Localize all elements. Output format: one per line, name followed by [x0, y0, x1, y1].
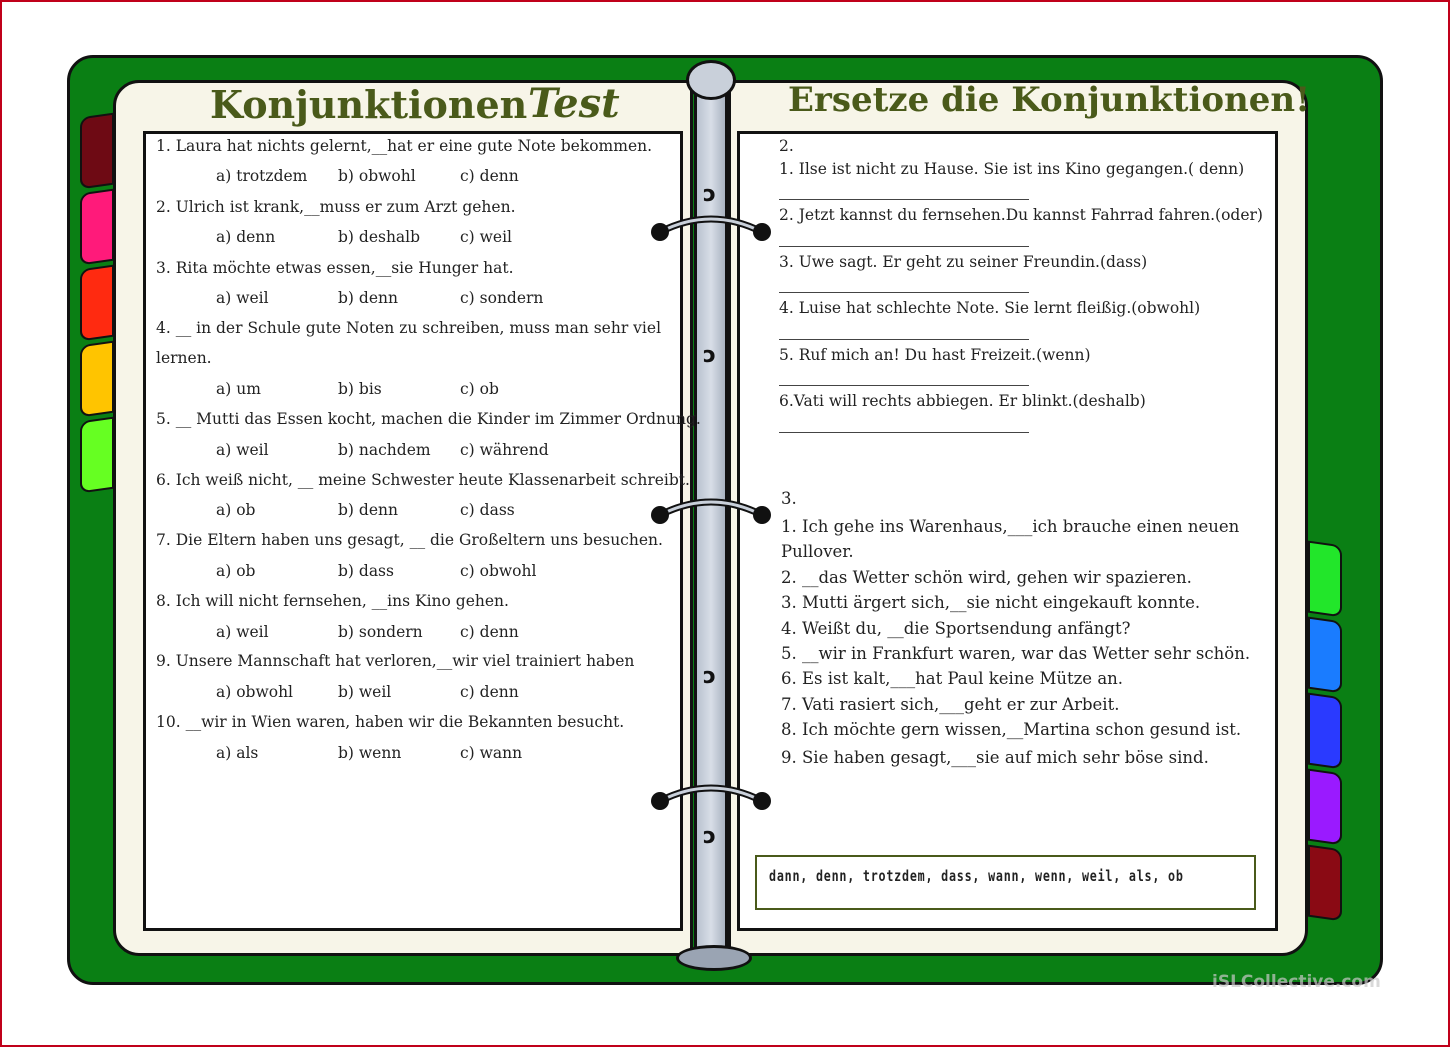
word-bank-text: dann, denn, trotzdem, dass, wann, wenn, weil, als, ob [769, 867, 1184, 885]
spine-hook-icon: ɔ [703, 664, 717, 689]
binder-ring-icon [650, 497, 772, 527]
question-text: 2. Ulrich ist krank,__muss er zum Arzt gehen. [156, 198, 516, 216]
answer-option: a) ob [216, 501, 256, 519]
question-text: 9. Unsere Mannschaft hat verloren,__wir viel trainiert haben [156, 652, 635, 670]
question-text: 10. __wir in Wien waren, haben wir die Bekannten besucht. [156, 713, 625, 731]
question-text: 1. Laura hat nichts gelernt,__hat er eine gute Note bekommen. [156, 137, 653, 155]
answer-option: c) weil [460, 228, 513, 246]
exercise-sentence: 9. Sie haben gesagt,___sie auf mich sehr böse sind. [781, 748, 1209, 767]
question-text: 5. __ Mutti das Essen kocht, machen die Kinder im Zimmer Ordnung. [156, 410, 701, 428]
answer-option: b) deshalb [338, 228, 421, 246]
exercise-sentence: 4. Luise hat schlechte Note. Sie lernt fleißig.(obwohl) [779, 299, 1201, 317]
section-number: 3. [781, 489, 797, 508]
watermark-logo: iSLCollective.com [1212, 972, 1381, 992]
answer-option: a) trotzdem [216, 167, 308, 185]
exercise-sentence: 5. Ruf mich an! Du hast Freizeit.(wenn) [779, 346, 1091, 364]
question-text: 4. __ in der Schule gute Noten zu schreiben, muss man sehr viel [156, 319, 662, 337]
binder-tab-yellow[interactable] [80, 341, 114, 418]
binder-tab-indigo[interactable] [1308, 693, 1342, 770]
answer-option: a) obwohl [216, 683, 294, 701]
answer-option: a) als [216, 744, 259, 762]
binder-tab-green[interactable] [1308, 541, 1342, 618]
exercise-sentence: 8. Ich möchte gern wissen,__Martina schon gesund ist. [781, 720, 1242, 739]
spine-hook-icon: ɔ [703, 182, 717, 207]
answer-line[interactable] [779, 199, 1029, 200]
exercise-sentence: Pullover. [781, 542, 854, 561]
spine-hook-icon: ɔ [703, 343, 717, 368]
question-text: 6. Ich weiß nicht, __ meine Schwester heute Klassenarbeit schreibt. [156, 471, 690, 489]
answer-option: c) denn [460, 623, 519, 641]
answer-option: a) denn [216, 228, 276, 246]
answer-line[interactable] [779, 292, 1029, 293]
section-number: 2. [779, 137, 794, 155]
answer-option: b) nachdem [338, 441, 431, 459]
question-text-continued: lernen. [156, 349, 212, 367]
left-page-subtitle: Test [528, 80, 620, 127]
binder-ring-icon [650, 783, 772, 813]
binder-tab-pink[interactable] [80, 189, 114, 266]
binder-tab-purple[interactable] [1308, 769, 1342, 846]
answer-option: c) ob [460, 380, 499, 398]
question-text: 8. Ich will nicht fernsehen, __ins Kino gehen. [156, 592, 509, 610]
answer-option: c) wann [460, 744, 523, 762]
spine-hook-icon: ɔ [703, 824, 717, 849]
answer-option: b) wenn [338, 744, 402, 762]
exercise-sentence: 3. Mutti ärgert sich,__sie nicht eingekauft konnte. [781, 593, 1201, 612]
answer-option: a) ob [216, 562, 256, 580]
exercise-sentence: 7. Vati rasiert sich,___geht er zur Arbeit. [781, 695, 1120, 714]
answer-option: b) dass [338, 562, 394, 580]
answer-line[interactable] [779, 432, 1029, 433]
answer-option: b) denn [338, 289, 398, 307]
exercise-sentence: 3. Uwe sagt. Er geht zu seiner Freundin.(dass) [779, 253, 1148, 271]
answer-option: b) obwohl [338, 167, 416, 185]
answer-option: b) sondern [338, 623, 423, 641]
exercise-sentence: 1. Ilse ist nicht zu Hause. Sie ist ins Kino gegangen.( denn) [779, 160, 1245, 178]
binder-ring-icon [650, 214, 772, 244]
answer-option: a) weil [216, 623, 269, 641]
answer-option: c) obwohl [460, 562, 537, 580]
answer-line[interactable] [779, 385, 1029, 386]
word-bank-box [755, 855, 1256, 910]
binder-tab-red[interactable] [80, 265, 114, 342]
answer-option: a) um [216, 380, 261, 398]
answer-option: b) weil [338, 683, 392, 701]
answer-option: a) weil [216, 289, 269, 307]
binder-tab-maroon[interactable] [1308, 845, 1342, 922]
exercise-sentence: 4. Weißt du, __die Sportsendung anfängt? [781, 619, 1131, 638]
answer-option: b) denn [338, 501, 398, 519]
answer-line[interactable] [779, 339, 1029, 340]
question-text: 3. Rita möchte etwas essen,__sie Hunger hat. [156, 259, 514, 277]
exercise-sentence: 2. __das Wetter schön wird, gehen wir spazieren. [781, 568, 1192, 587]
answer-option: c) dass [460, 501, 515, 519]
binder-tab-lime[interactable] [80, 417, 114, 494]
answer-line[interactable] [779, 246, 1029, 247]
left-page-title: Konjunktionen [210, 82, 528, 127]
binder-tab-dark-red[interactable] [80, 113, 114, 190]
right-page-title: Ersetze die Konjunktionen! [788, 80, 1311, 120]
question-text: 7. Die Eltern haben uns gesagt, __ die Großeltern uns besuchen. [156, 531, 663, 549]
exercise-sentence: 6. Es ist kalt,___hat Paul keine Mütze an. [781, 669, 1124, 688]
answer-option: c) während [460, 441, 549, 459]
spine-bottom-foot [676, 945, 752, 971]
answer-option: c) denn [460, 167, 519, 185]
exercise-sentence: 1. Ich gehe ins Warenhaus,___ich brauche einen neuen [781, 517, 1240, 536]
spine-top-cap [686, 60, 736, 100]
binder-tab-blue[interactable] [1308, 617, 1342, 694]
answer-option: c) sondern [460, 289, 544, 307]
exercise-sentence: 5. __wir in Frankfurt waren, war das Wetter sehr schön. [781, 644, 1251, 663]
exercise-sentence: 6.Vati will rechts abbiegen. Er blinkt.(deshalb) [779, 392, 1146, 410]
exercise-sentence: 2. Jetzt kannst du fernsehen.Du kannst Fahrrad fahren.(oder) [779, 206, 1263, 224]
answer-option: c) denn [460, 683, 519, 701]
answer-option: b) bis [338, 380, 382, 398]
answer-option: a) weil [216, 441, 269, 459]
